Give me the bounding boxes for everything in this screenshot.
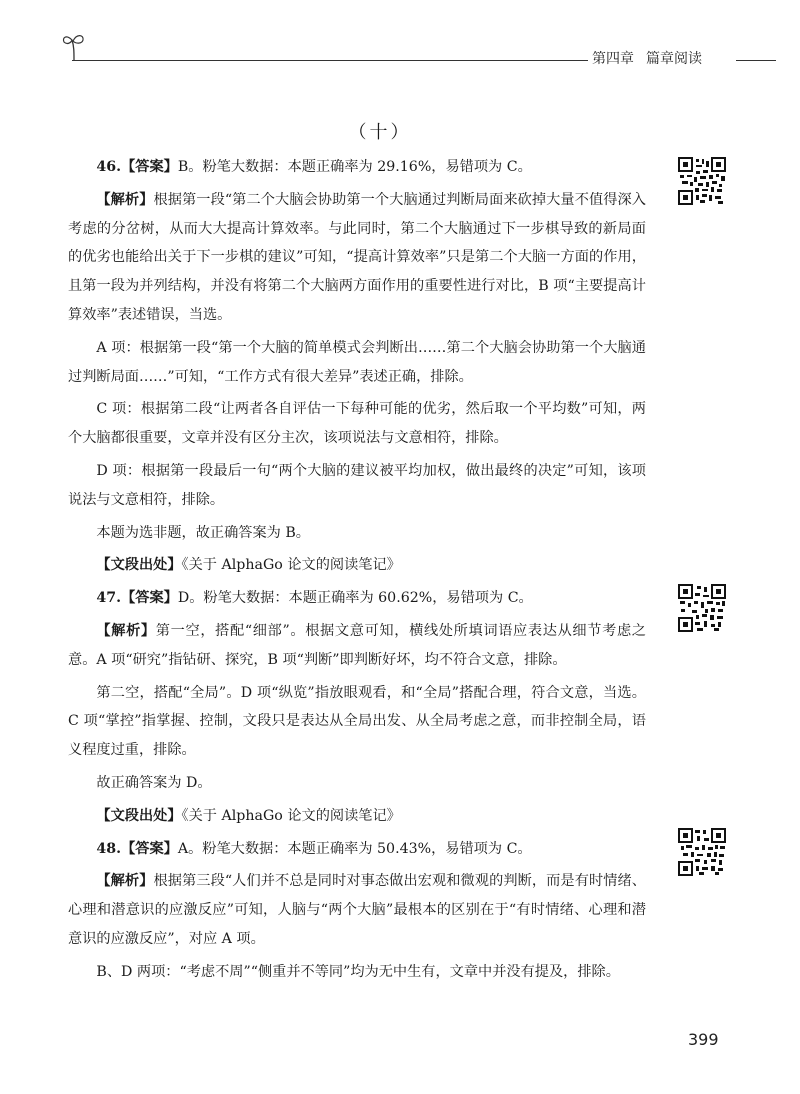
q46-analysis-text: 根据第一段“第二个大脑会协助第一个大脑通过判断局面来砍掉大量不值得深入考虑的分岔树，从而大大提高计算效率。与此同时，第二个大脑通过下一步棋导致的新局面的优劣也能给出关于下一步棋的建议”可知，“提高计算效率”只是第二个大脑一方面的作用，且第一段为并列结构，并没有将第二个大脑两方面作用的重要性进行对比，B 项“主要提高计算效率”表述错误，当选。 — [68, 191, 646, 323]
q46-answer-text: B。粉笔大数据：本题正确率为 29.16%，易错项为 C。 — [177, 159, 532, 175]
q46-item-c: C 项：根据第二段“让两者各自评估一下每种可能的优劣，然后取一个平均数”可知，两个大脑都很重要，文章并没有区分主次，该项说法与文意相符，排除。 — [68, 401, 646, 447]
q47-conclusion: 故正确答案为 D。 — [96, 774, 212, 791]
q46-analysis — [68, 186, 646, 330]
q46-source-text: 《关于 AlphaGo 论文的阅读笔记》 — [181, 557, 401, 574]
q46-item-d: D 项：根据第一段最后一句“两个大脑的建议被平均加权，做出最终的决定”可知，该项说法与文意相符，排除。 — [68, 462, 646, 508]
q48-answer-text: A。粉笔大数据：本题正确率为 50.43%，易错项为 C。 — [177, 840, 532, 857]
q47-analysis — [68, 617, 646, 675]
q47-analysis-text: 第一空，搭配“细部”。根据文意可知，横线处所填词语应表达从细节考虑之意。A 项“研究”指钻研、探究，B 项“判断”即判断好坏，均不符合文意，排除。 — [68, 622, 646, 668]
qr-code-icon[interactable] — [678, 157, 726, 205]
q47-answer-text: D。粉笔大数据：本题正确率为 60.62%，易错项为 C。 — [177, 590, 533, 607]
section-title: （十） — [348, 122, 412, 143]
q48-answer — [68, 835, 646, 864]
q46-item-a: A 项：根据第一段“第一个大脑的简单模式会判断出……第二个大脑会协助第一个大脑通过判断局面……”可知，“工作方式有很大差异”表述正确，排除。 — [68, 339, 646, 385]
page-header — [0, 0, 800, 80]
chapter-title: 篇章阅读 — [646, 51, 702, 67]
header-rule-right — [736, 60, 776, 61]
sprout-icon — [62, 32, 88, 62]
q46-source — [68, 551, 646, 580]
q46-conclusion: 本题为选非题，故正确答案为 B。 — [96, 524, 310, 541]
chapter-heading — [592, 48, 702, 68]
answer-content — [68, 153, 646, 991]
q47-source-text: 《关于 AlphaGo 论文的阅读笔记》 — [181, 807, 401, 824]
q46-source-tag: 【文段出处】 — [96, 557, 182, 574]
qr-code-icon[interactable] — [678, 584, 726, 632]
q46-label: 46.【答案】 — [96, 159, 178, 175]
q48-analysis-text: 根据第三段“人们并不总是同时对事态做出宏观和微观的判断，而是有时情绪、心理和潜意识的应激反应”可知，人脑与“两个大脑”最根本的区别在于“有时情绪、心理和潜意识的应激反应”，对应 A 项。 — [68, 873, 646, 947]
q46-analysis-tag: 【解析】 — [96, 191, 154, 208]
page-number: 399 — [688, 1030, 719, 1049]
q47-source — [68, 802, 646, 831]
qr-code-icon[interactable] — [678, 828, 726, 876]
chapter-number: 第四章 — [592, 51, 634, 67]
header-rule — [72, 60, 588, 61]
q47-source-tag: 【文段出处】 — [96, 807, 182, 824]
q47-label: 47.【答案】 — [96, 590, 178, 607]
q48-analysis-tag: 【解析】 — [96, 873, 154, 890]
q47-analysis-2: 第二空，搭配“全局”。D 项“纵览”指放眼观看，和“全局”搭配合理，符合文意，当选。C 项“掌控”指掌握、控制，文段只是表达从全局出发、从全局考虑之意，而非控制全局，语义程度过重，排除。 — [68, 684, 646, 759]
q48-item-bd: B、D 两项：“考虑不周”“侧重并不等同”均为无中生有，文章中并没有提及，排除。 — [96, 963, 620, 980]
q46-answer — [68, 153, 646, 182]
q47-analysis-tag: 【解析】 — [96, 622, 156, 639]
q48-analysis — [68, 867, 646, 953]
q48-label: 48.【答案】 — [96, 840, 178, 857]
q47-answer — [68, 584, 646, 613]
